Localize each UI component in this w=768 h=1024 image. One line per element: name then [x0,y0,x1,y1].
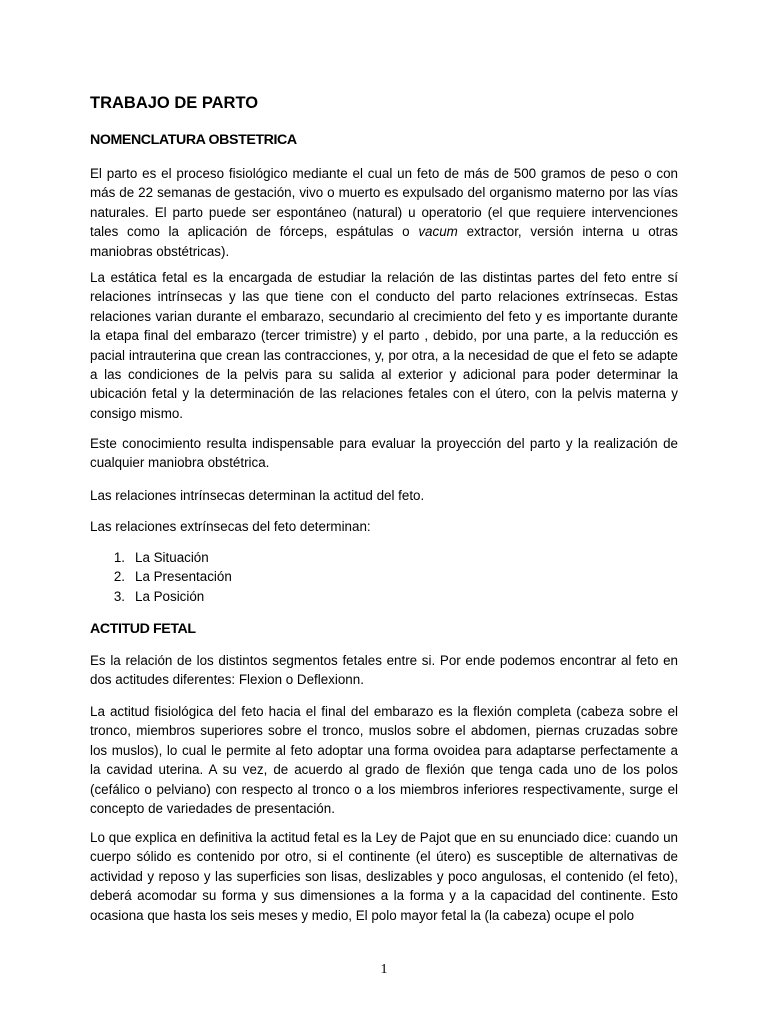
list-text: La Situación [135,550,209,565]
paragraph-relaciones-extrinsecas: Las relaciones extrínsecas del feto determinan: [90,519,371,534]
paragraph-actitud-definicion: Es la relación de los distintos segmentos fetales entre si. Por ende podemos encontrar al feto en dos actitudes diferentes: Flexion o Deflexionn. [90,653,678,688]
page-number: 1 [380,962,388,977]
section-heading-nomenclatura: NOMENCLATURA OBSTETRICA [90,132,297,148]
italic-term: vacum [418,224,458,240]
paragraph-text: extractor, versión interna u otras maniobras obstétricas). [90,224,678,259]
list-item [90,587,232,606]
paragraph-ley-pajot: Lo que explica en definitiva la actitud fetal es la Ley de Pajot que en su enunciado dice: cuando un cuerpo sólido es contenido por otro, si el continente (el útero) es susceptible de alternativas de actividad y reposo y las superficies son lisas, deslizables y poco angulosas, el contenido (el feto), deberá acomodar su forma y sus dimensiones a la forma y a la capacidad del continente. Esto ocasiona que hasta los seis meses y medio, El polo mayor fetal la (la cabeza) ocupe el polo [90,830,678,923]
list-text: La Presentación [135,569,232,585]
paragraph-definicion-parto [90,164,678,261]
list-number: 2. [113,569,125,585]
list-item [90,548,232,567]
section-heading-actitud-fetal: ACTITUD FETAL [90,621,196,637]
list-number: 1. [113,550,125,565]
document-title: TRABAJO DE PARTO [90,94,259,112]
paragraph-relaciones-intrinsecas: Las relaciones intrínsecas determinan la actitud del feto. [90,488,425,503]
list-text: La Posición [135,588,205,604]
numbered-list [90,548,232,606]
paragraph-estatica-fetal: La estática fetal es la encargada de estudiar la relación de las distintas partes del feto entre sí relaciones intrínsecas y las que tiene con el conducto del parto relaciones extrínsecas. Estas relaciones varian durante el embarazo, secundario al crecimiento del feto y es importante durante la etapa final del embarazo (tercer trimistre) y el parto , debido, por una parte, a la reducción es pacial intrauterina que crean las contracciones, y, por otra, a la necesidad de que el feto se adapte a las condiciones de la pelvis para su salida al exterior y adicional para poder determinar la ubicación fetal y la determinación de las relaciones fetales con el útero, con la pelvis materna y consigo mismo. [90,270,678,421]
list-item [90,567,232,586]
paragraph-actitud-fisiologica: La actitud fisiológica del feto hacia el final del embarazo es la flexión completa (cabeza sobre el tronco, miembros superiores sobre el tronco, muslos sobre el abdomen, piernas cruzadas sobre los muslos), lo cual le permite al feto adoptar una forma ovoidea para adaptarse perfectamente a la cavidad uterina. A su vez, de acuerdo al grado de flexión que tenga cada uno de los polos (cefálico o pelviano) con respecto al tronco o a los miembros inferiores respectivamente, surge el concepto de variedades de presentación. [90,704,678,817]
paragraph-conocimiento: Este conocimiento resulta indispensable para evaluar la proyección del parto y la realización de cualquier maniobra obstétrica. [90,436,678,471]
paragraph-text: El parto es el proceso fisiológico mediante el cual un feto de más de 500 gramos de peso o con más de 22 semanas de gestación, vivo o muerto es expulsado del organismo materno por las vías naturales. El parto puede ser espontáneo (natural) u operatorio (el que requiere intervenciones tales como la aplicación de fórceps, espátulas o [90,166,678,240]
list-number: 3. [113,588,125,604]
